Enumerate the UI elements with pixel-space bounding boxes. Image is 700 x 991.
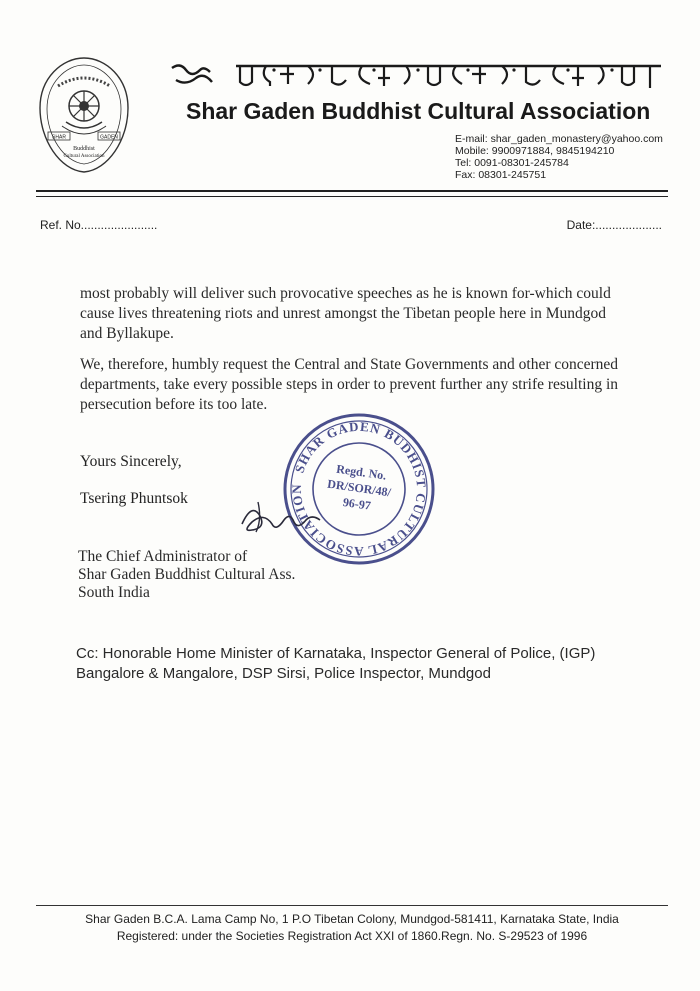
stamp-line-3: 96-97	[342, 494, 372, 513]
organization-name: Shar Gaden Buddhist Cultural Association	[186, 98, 651, 124]
footer	[36, 911, 668, 945]
stamp-ring-text: SHAR GADEN BUDHIST CULTURAL ASSOCIATION	[288, 418, 430, 560]
header-rule-thin	[36, 196, 668, 197]
logo-lower-text-1: Buddhist	[73, 146, 95, 152]
mobile-line: Mobile: 9900971884, 9845194210	[455, 145, 615, 157]
stamp-line-2: DR/SOR/48/	[326, 476, 392, 500]
footer-registration: Registered: under the Societies Registration Act XXI of 1860.Regn. No. S-29523 of 1996	[116, 929, 588, 943]
ref-number-label: Ref. No.......................	[40, 218, 158, 232]
footer-address: Shar Gaden B.C.A. Lama Camp No, 1 P.O Tibetan Colony, Mundgod-581411, Karnataka State, India	[85, 912, 619, 926]
email-line: E-mail: shar_gaden_monastery@yahoo.com	[455, 133, 663, 145]
date-label: Date:....................	[566, 218, 662, 232]
fax-line: Fax: 08301-245751	[455, 169, 547, 181]
contact-details	[455, 133, 663, 181]
recipient-line-1: The Chief Administrator of	[78, 548, 248, 565]
recipient-line-3: South India	[78, 584, 150, 601]
stamp-line-1: Regd. No.	[335, 461, 388, 483]
body-paragraph-2: We, therefore, humbly request the Central and State Governments and other concerned departments, take every possible steps in order to prevent further any strife resulting in persecution before its too late.	[80, 356, 619, 413]
logo-left-banner: SHAR	[52, 134, 66, 141]
header-rule-thick	[36, 190, 668, 192]
closing-salutation: Yours Sincerely,	[80, 453, 182, 470]
footer-rule	[36, 905, 668, 906]
recipient-line-2: Shar Gaden Buddhist Cultural Ass.	[78, 566, 296, 583]
logo-right-banner: GADEN	[100, 134, 118, 141]
handwritten-signature-icon	[238, 494, 328, 538]
tel-line: Tel: 0091-08301-245784	[455, 157, 569, 169]
recipient-block	[78, 548, 295, 602]
tibetan-title	[166, 58, 666, 94]
wheel-of-dharma-seal-icon	[36, 56, 132, 174]
logo-lower-text-2: Cultural Association	[63, 154, 105, 159]
association-stamp	[280, 410, 438, 568]
body-paragraph-1: most probably will deliver such provocative speeches as he is known for-which could cause lives threatening riots and unrest amongst the Tibetan people here in Mundgod and Byllakupe.	[80, 285, 611, 342]
signer-name: Tsering Phuntsok	[80, 490, 188, 507]
cc-list: Cc: Honorable Home Minister of Karnataka, Inspector General of Police, (IGP) Bangalore & Mangalore, DSP Sirsi, Police Inspector, Mundgod	[76, 645, 596, 682]
